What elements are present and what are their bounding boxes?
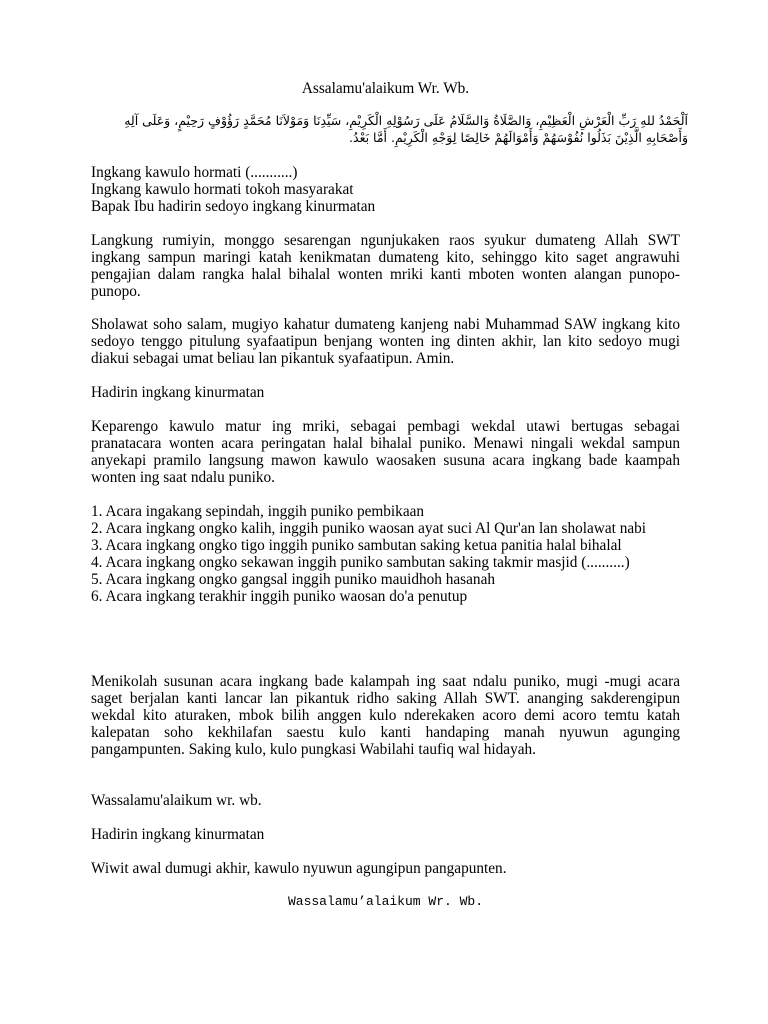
arabic-opening xyxy=(88,112,688,146)
greeting-line: Ingkang kawulo hormati (...........) xyxy=(91,164,298,181)
agenda-item: 5. Acara ingkang ongko gangsal inggih puniko mauidhoh hasanah xyxy=(91,571,496,588)
apology-text: Wiwit awal dumugi akhir, kawulo nyuwun agungipun pangapunten. xyxy=(91,860,507,877)
greeting-line: Ingkang kawulo hormati tokoh masyarakat xyxy=(91,181,354,198)
agenda-item: 2. Acara ingkang ongko kalih, inggih puniko waosan ayat suci Al Qur'an lan sholawat nabi xyxy=(91,520,647,537)
greeting-line: Bapak Ibu hadirin sedoyo ingkang kinurmatan xyxy=(91,198,376,215)
agenda-list xyxy=(91,503,680,605)
apology-block xyxy=(91,860,680,877)
intro-paragraph: Keparengo kawulo matur ing mriki, sebagai pembagi wekdal utawi bertugas sebagai pranatacara wonten acara peringatan halal bihalal puniko. Menawi ningali wekdal sampun anyekapi pramilo langsung mawon kawulo waosaken susuna acara ingkang bade kaampah wonten ing saat ndalu puniko. xyxy=(91,418,680,486)
agenda-item: 4. Acara ingkang ongko sekawan inggih puniko sambutan saking takmir masjid (..........) xyxy=(91,554,630,571)
intro-paragraph-block xyxy=(91,418,680,486)
agenda-item: 1. Acara ingakang sepindah, inggih puniko pembikaan xyxy=(91,503,425,520)
hadirin-heading: Hadirin ingkang kinurmatan xyxy=(91,384,265,401)
hadirin-heading-2: Hadirin ingkang kinurmatan xyxy=(91,826,265,843)
gratitude-paragraph-block xyxy=(91,232,680,300)
arabic-line-1: اَلْحَمْدُ للهِ رَبِّ الْعَرْشِ الْعَظِيْمِ، وَالصَّلَاةُ وَالسَّلَامُ عَلَى رَسُوْلِهِ الْكَرِيْمِ، سَيِّدِنَا وَمَوْلاَنَا مُحَمَّدٍ رَؤُوْفٍ رَحِيْمٍ، وَعَلَى آلِهِ xyxy=(124,113,688,128)
salam-text: Wassalamu'alaikum wr. wb. xyxy=(91,792,262,809)
hadirin-heading-block xyxy=(91,384,680,401)
page-title: Assalamu'alaikum Wr. Wb. xyxy=(301,80,470,97)
sholawat-paragraph: Sholawat soho salam, mugiyo kahatur dumateng kanjeng nabi Muhammad SAW ingkang kito sedoyo tenggo pitulung syafaatipun benjang wonten ing dinten akhir, lan kito sedoyo mugi diakui sebagai umat beliau lan pikantuk syafaatipun. Amin. xyxy=(91,316,680,367)
agenda-item: 3. Acara ingkang ongko tigo inggih puniko sambutan saking ketua panitia halal bihalal xyxy=(91,537,622,554)
salam-block xyxy=(91,792,680,809)
arabic-line-2: وَأَصْحَابِهِ الَّذِيْنَ بَذَلُوا نُفُوْسَهُمْ وَأَمْوَالَهُمْ خَالِصًا لِوَجْهِ الْكَرِيْمِ. أَمَّا بَعْدُ. xyxy=(349,130,688,145)
gratitude-paragraph: Langkung rumiyin, monggo sesarengan ngunjukaken raos syukur dumateng Allah SWT ingkang sampun maringi katah kenikmatan dumateng kito, sehinggo kito saget angrawuhi pengajian dalam rangka halal bihalal wonten mriki kanti mboten wonten alangan punopo-punopo. xyxy=(91,232,680,300)
closing-paragraph-block xyxy=(91,673,680,758)
final-salam: Wassalamu’alaikum Wr. Wb. xyxy=(287,894,484,909)
sholawat-paragraph-block xyxy=(91,316,680,367)
hadirin-heading-2-block xyxy=(91,826,680,843)
closing-paragraph: Menikolah susunan acara ingkang bade kalampah ing saat ndalu puniko, mugi -mugi acara saget berjalan kanti lancar lan pikantuk ridho saking Allah SWT. ananging sakderengipun wekdal kito aturaken, mbok bilih anggen kulo nderekaken acoro demi acoro temtu katah kalepatan soho kekhilafan saestu kulo kanti handaping manah nyuwun agunging pangampunten. Saking kulo, kulo pungkasi Wabilahi taufiq wal hidayah. xyxy=(91,673,680,758)
greeting-block xyxy=(91,164,680,215)
agenda-item: 6. Acara ingkang terakhir inggih puniko waosan do'a penutup xyxy=(91,588,468,605)
